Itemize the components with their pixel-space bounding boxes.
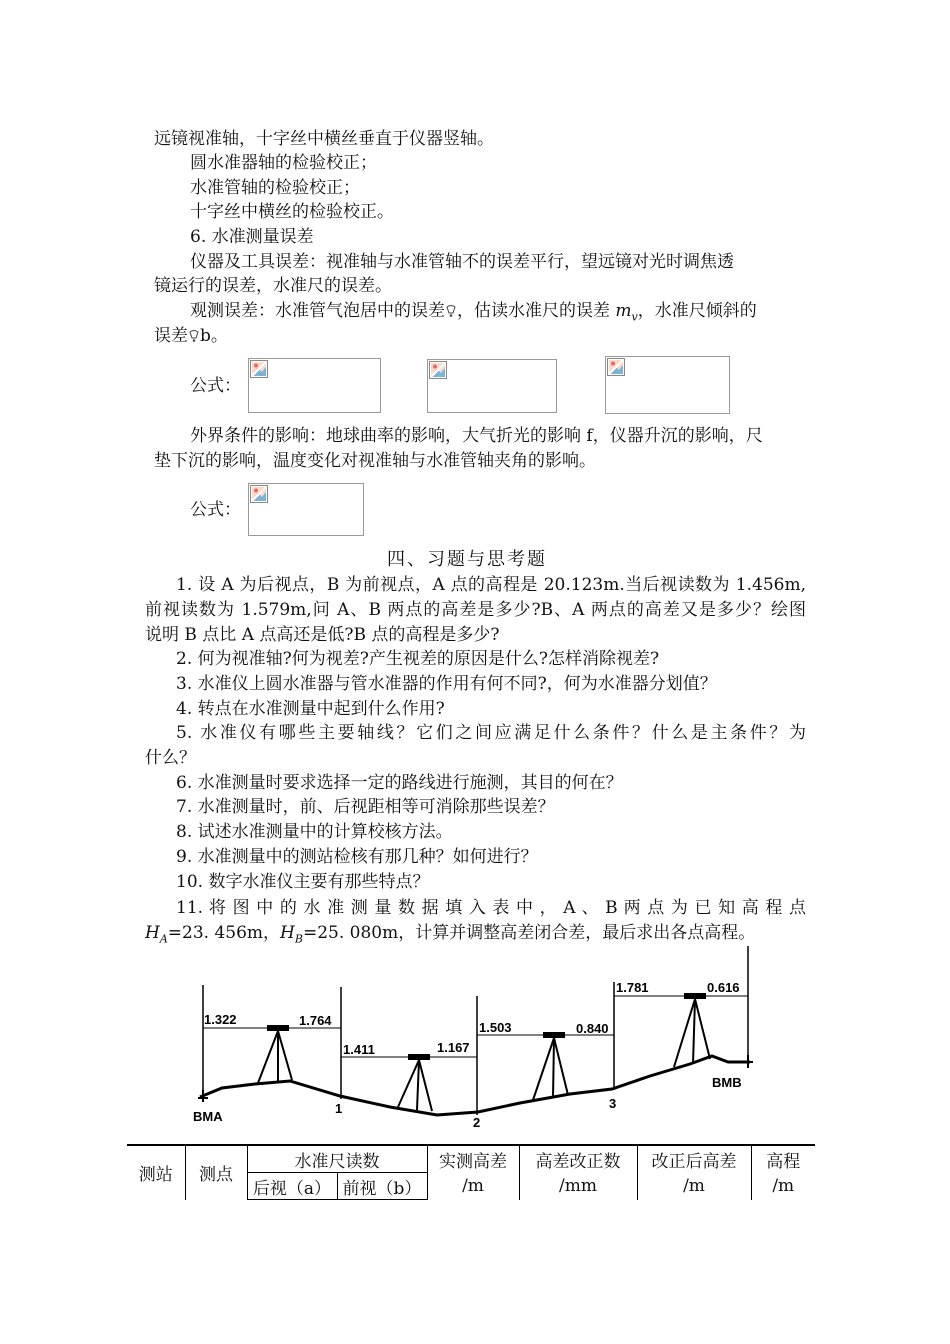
- symbol-subscript: B: [294, 932, 303, 946]
- text-line: [190, 300, 757, 328]
- question: 1. 设 A 为后视点，B 为前视点，A 点的高程是 20.123m.当后视读数为 1.456m,: [176, 575, 806, 595]
- question: 说明 B 点比 A 点高还是低?B 点的高程是多少?: [145, 625, 500, 645]
- reading-label: 1.167: [437, 1040, 470, 1055]
- symbol-h: H: [280, 923, 295, 943]
- leveling-diagram: [188, 945, 768, 1130]
- reading-label: 1.411: [343, 1042, 375, 1057]
- benchmark-marker: [198, 1090, 208, 1102]
- header-unit: /mm: [519, 1173, 637, 1200]
- error-symbol-icon: [188, 329, 200, 343]
- formula-image: [248, 358, 381, 413]
- text-line: [154, 325, 228, 347]
- text-segment: ，估读水准尺的误差: [457, 301, 616, 321]
- reading-label: 1.781: [616, 980, 649, 995]
- level-instrument: [674, 993, 710, 1067]
- text-segment: 观测误差：水准管气泡居中的误差: [190, 301, 445, 321]
- text-line: 镜运行的误差，水准尺的误差。: [154, 276, 392, 296]
- reading-label: 0.840: [576, 1021, 609, 1036]
- section-title: 四、习题与思考题: [387, 549, 547, 570]
- question: 前视读数为 1.579m,问 A、B 两点的高差是多少?B、A 两点的高差又是多少？绘图: [145, 600, 806, 620]
- question: 7. 水准测量时，前、后视距相等可消除那些误差？: [176, 797, 555, 817]
- broken-image-icon: [429, 361, 447, 379]
- text-line: 十字丝中横丝的检验校正。: [190, 202, 394, 222]
- text-line: 远镜视准轴，十字丝中横丝垂直于仪器竖轴。: [154, 129, 494, 149]
- level-instrument: [398, 1054, 432, 1111]
- broken-image-icon: [607, 358, 625, 376]
- header-back-sight: 后视（a）: [247, 1173, 337, 1200]
- point-label: 2: [473, 1115, 481, 1130]
- question: 8. 试述水准测量中的计算校核方法。: [176, 822, 453, 842]
- header-unit: /m: [637, 1173, 751, 1200]
- symbol-subscript: A: [159, 932, 168, 946]
- text-line: 外界条件的影响：地球曲率的影响，大气折光的影响 f，仪器升沉的影响，尺: [190, 426, 763, 446]
- text-segment: ，水准尺倾斜的: [637, 301, 757, 321]
- subheading: 6. 水准测量误差: [190, 227, 314, 247]
- reading-label: 1.503: [479, 1020, 512, 1035]
- formula-image: [605, 356, 730, 414]
- question: 6. 水准测量时要求选择一定的路线进行施测，其目的何在？: [176, 773, 623, 793]
- point-label: 3: [609, 1096, 617, 1111]
- question: 2. 何为视准轴?何为视差?产生视差的原因是什么?怎样消除视差?: [176, 649, 660, 669]
- formula-label: 公式：: [190, 376, 241, 396]
- header-unit: /m: [751, 1173, 815, 1200]
- question: 什么？: [145, 748, 196, 768]
- question: 9. 水准测量中的测站检核有那几种？如何进行？: [176, 847, 538, 867]
- header-station: 测站: [127, 1145, 185, 1200]
- header-elevation: 高程: [751, 1145, 815, 1173]
- header-unit: /m: [427, 1173, 519, 1200]
- symbol-m: m: [615, 301, 632, 321]
- header-point: 测点: [185, 1145, 247, 1200]
- text-line: 仪器及工具误差：视准轴与水准管轴不的误差平行，望远镜对光时调焦透: [190, 252, 734, 272]
- header-fore-sight: 前视（b）: [337, 1173, 427, 1200]
- point-label: 1: [335, 1101, 343, 1116]
- ground-profile: [200, 1056, 750, 1115]
- level-instrument: [258, 1025, 292, 1083]
- header-corrected: 改正后高差: [637, 1145, 751, 1173]
- question: 5. 水准仪有哪些主要轴线？它们之间应满足什么条件？什么是主条件？为: [176, 723, 806, 743]
- error-symbol-icon: [445, 304, 457, 318]
- point-label: BMA: [193, 1109, 223, 1124]
- question: 3. 水准仪上圆水准器与管水准器的作用有何不同?，何为水准器分划值？: [176, 674, 717, 694]
- reading-label: 1.322: [204, 1012, 237, 1027]
- formula-image: [427, 359, 557, 413]
- reading-label: 1.764: [299, 1013, 332, 1028]
- broken-image-icon: [250, 360, 268, 378]
- text-segment: 误差: [154, 326, 188, 346]
- header-reading: 水准尺读数: [247, 1145, 427, 1173]
- symbol-h: H: [145, 923, 160, 943]
- text-segment: =23. 456m，: [167, 923, 281, 943]
- question: 10. 数字水准仪主要有那些特点？: [176, 872, 430, 892]
- header-correction: 高差改正数: [519, 1145, 637, 1173]
- question: 4. 转点在水准测量中起到什么作用?: [176, 699, 445, 719]
- broken-image-icon: [250, 485, 268, 503]
- text-segment: =25. 080m，计算并调整高差闭合差，最后求出各点高程。: [302, 923, 756, 943]
- formula-label: 公式：: [190, 500, 241, 520]
- point-label: BMB: [712, 1075, 742, 1090]
- formula-image: [248, 483, 364, 536]
- text-line: 垫下沉的影响，温度变化对视准轴与水准管轴夹角的影响。: [154, 451, 596, 471]
- text-segment: b。: [200, 326, 228, 346]
- text-line: 圆水准器轴的检验校正；: [190, 153, 377, 173]
- leveling-table: [127, 1144, 815, 1200]
- text-line: 水准管轴的检验校正；: [190, 178, 360, 198]
- header-measured: 实测高差: [427, 1145, 519, 1173]
- question: 11. 将 图 中 的 水 准 测 量 数 据 填 入 表 中 ， A 、 B 两 点 为 已 知 高 程 点: [176, 898, 806, 918]
- reading-label: 0.616: [707, 980, 740, 995]
- level-instrument: [533, 1032, 568, 1100]
- symbol-subscript: v: [631, 310, 638, 324]
- benchmark-marker: [743, 1055, 753, 1068]
